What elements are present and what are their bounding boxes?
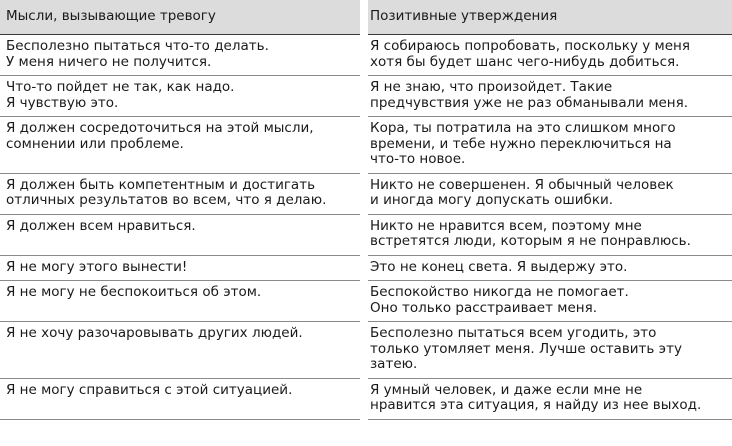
affirmation-cell: Это не конец света. Я выдержу это. (364, 255, 732, 281)
table-body (0, 35, 732, 420)
anxious-thought-cell: Я не могу этого вынести! (0, 255, 364, 281)
affirmation-cell: Я не знаю, что произойдет. Такие предчувствия уже не раз обманывали меня. (364, 76, 732, 117)
table-row (0, 117, 732, 174)
anxious-thought-cell: Я не могу не беспокоиться об этом. (0, 281, 364, 322)
table-row (0, 173, 732, 214)
anxious-thought-cell: Что-то пойдет не так, как надо. Я чувствую это. (0, 76, 364, 117)
affirmation-cell: Я собираюсь попробовать, поскольку у меня хотя бы будет шанс чего-нибудь добиться. (364, 35, 732, 76)
anxious-thought-cell: Я должен сосредоточиться на этой мысли, сомнении или проблеме. (0, 117, 364, 174)
anxious-thought-cell: Я не хочу разочаровывать других людей. (0, 322, 364, 379)
affirmation-cell: Бесполезно пытаться всем угодить, это только утомляет меня. Лучше оставить эту затею. (364, 322, 732, 379)
table-row (0, 281, 732, 322)
anxious-thought-cell: Я не могу справиться с этой ситуацией. (0, 378, 364, 419)
affirmation-cell: Кора, ты потратила на это слишком много времени, и тебе нужно переключиться на что-то новое. (364, 117, 732, 174)
affirmation-cell: Я умный человек, и даже если мне не нравится эта ситуация, я найду из нее выход. (364, 378, 732, 419)
header-row (0, 0, 732, 35)
header-anxious-thoughts: Мысли, вызывающие тревогу (0, 0, 364, 35)
table-header (0, 0, 732, 35)
table-row (0, 76, 732, 117)
affirmation-cell: Беспокойство никогда не помогает. Оно только расстраивает меня. (364, 281, 732, 322)
header-positive-affirmations: Позитивные утверждения (364, 0, 732, 35)
anxious-thought-cell: Бесполезно пытаться что-то делать. У меня ничего не получится. (0, 35, 364, 76)
table-row (0, 378, 732, 419)
affirmation-cell: Никто не нравится всем, поэтому мне встретятся люди, которым я не понравлюсь. (364, 214, 732, 255)
table-row (0, 322, 732, 379)
table-row (0, 255, 732, 281)
anxious-thought-cell: Я должен всем нравиться. (0, 214, 364, 255)
table-row (0, 35, 732, 76)
anxious-thought-cell: Я должен быть компетентным и достигать отличных результатов во всем, что я делаю. (0, 173, 364, 214)
affirmation-cell: Никто не совершенен. Я обычный человек и иногда могу допускать ошибки. (364, 173, 732, 214)
table-row (0, 214, 732, 255)
